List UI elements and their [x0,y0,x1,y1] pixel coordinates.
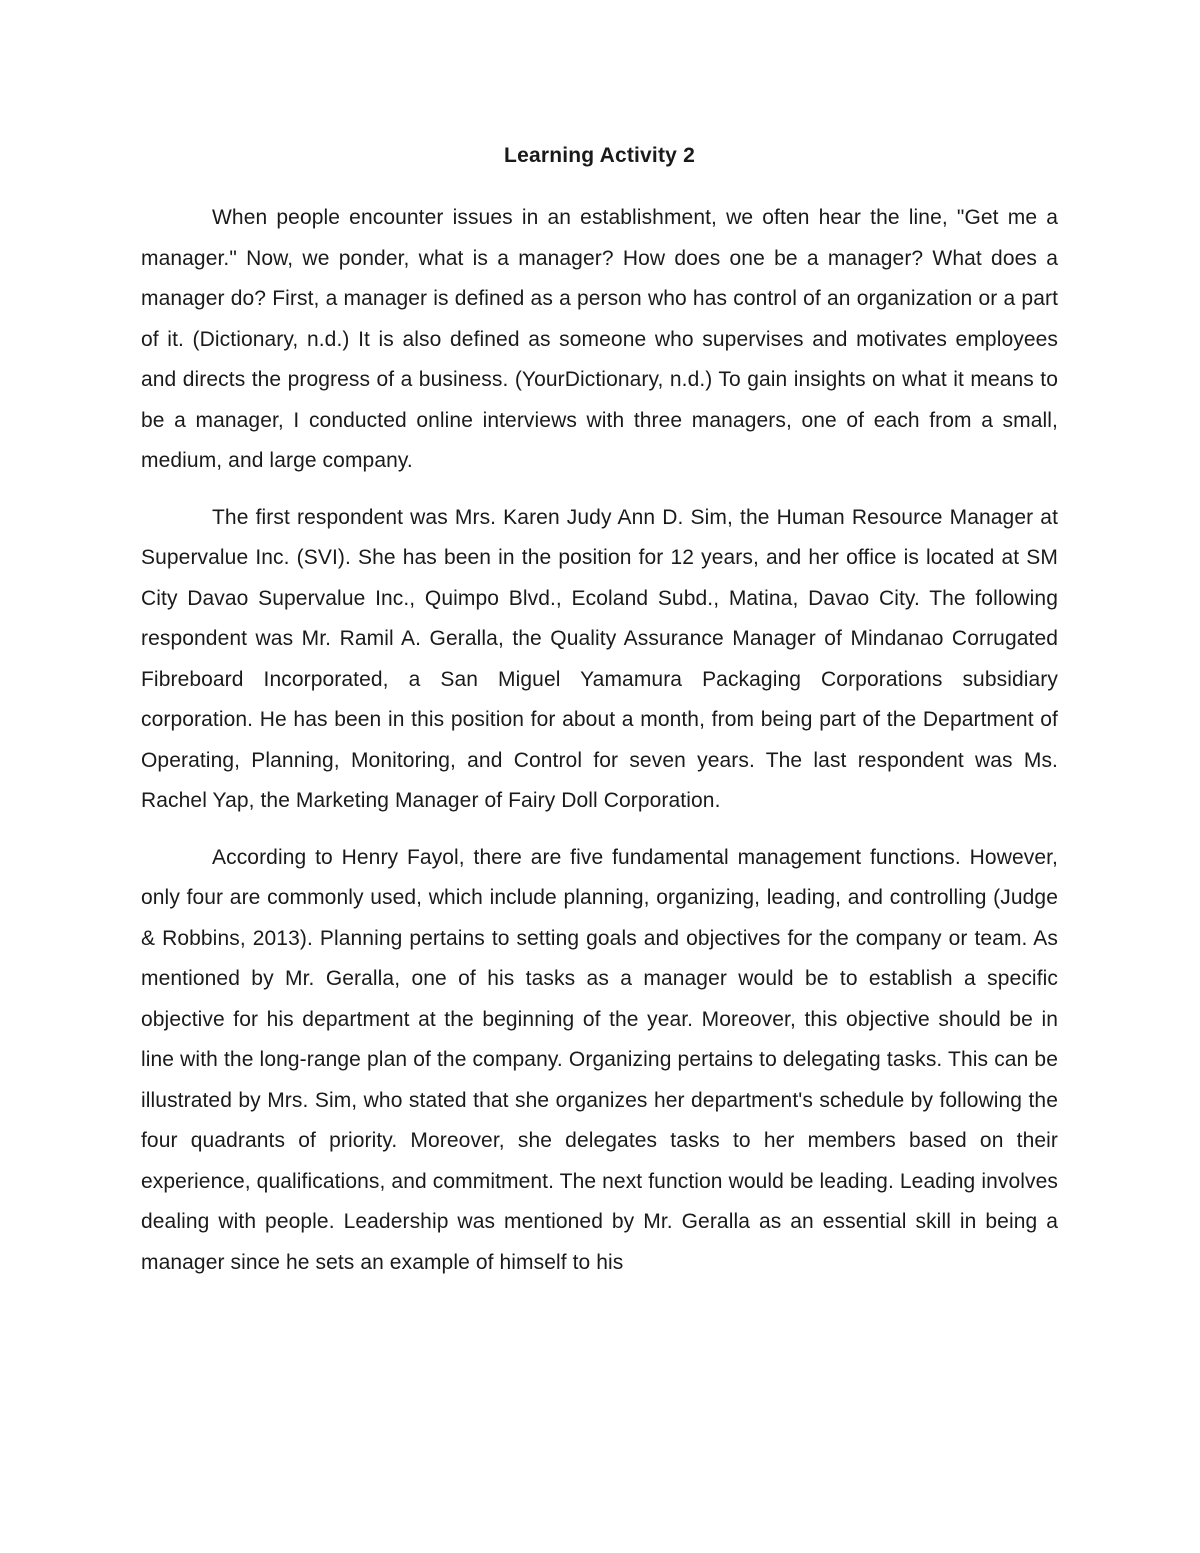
paragraph-management-functions: According to Henry Fayol, there are five fundamental management functions. However, only four are commonly used, which include planning, organizing, leading, and controlling (Judge & Robbins, 2013). Planning pertains to setting goals and objectives for the company or team. As mentioned by Mr. Geralla, one of his tasks as a manager would be to establish a specific objective for his department at the beginning of the year. Moreover, this objective should be in line with the long-range plan of the company. Organizing pertains to delegating tasks. This can be illustrated by Mrs. Sim, who stated that she organizes her department's schedule by following the four quadrants of priority. Moreover, she delegates tasks to her members based on their experience, qualifications, and commitment. The next function would be leading. Leading involves dealing with people. Leadership was mentioned by Mr. Geralla as an essential skill in being a manager since he sets an example of himself to his [141,845,1058,1274]
document-title: Learning Activity 2 [504,144,695,167]
paragraph-respondents: The first respondent was Mrs. Karen Judy Ann D. Sim, the Human Resource Manager at Supervalue Inc. (SVI). She has been in the position for 12 years, and her office is located at SM City Davao Supervalue Inc., Quimpo Blvd., Ecoland Subd., Matina, Davao City. The following respondent was Mr. Ramil A. Geralla, the Quality Assurance Manager of Mindanao Corrugated Fibreboard Incorporated, a San Miguel Yamamura Packaging Corporations subsidiary corporation. He has been in this position for about a month, from being part of the Department of Operating, Planning, Monitoring, and Control for seven years. The last respondent was Ms. Rachel Yap, the Marketing Manager of Fairy Doll Corporation. [141,505,1058,812]
document-body [141,140,1058,1283]
paragraph-introduction: When people encounter issues in an establishment, we often hear the line, "Get me a manager." Now, we ponder, what is a manager? How does one be a manager? What does a manager do? First, a manager is defined as a person who has control of an organization or a part of it. (Dictionary, n.d.) It is also defined as someone who supervises and motivates employees and directs the progress of a business. (YourDictionary, n.d.) To gain insights on what it means to be a manager, I conducted online interviews with three managers, one of each from a small, medium, and large company. [141,206,1058,472]
